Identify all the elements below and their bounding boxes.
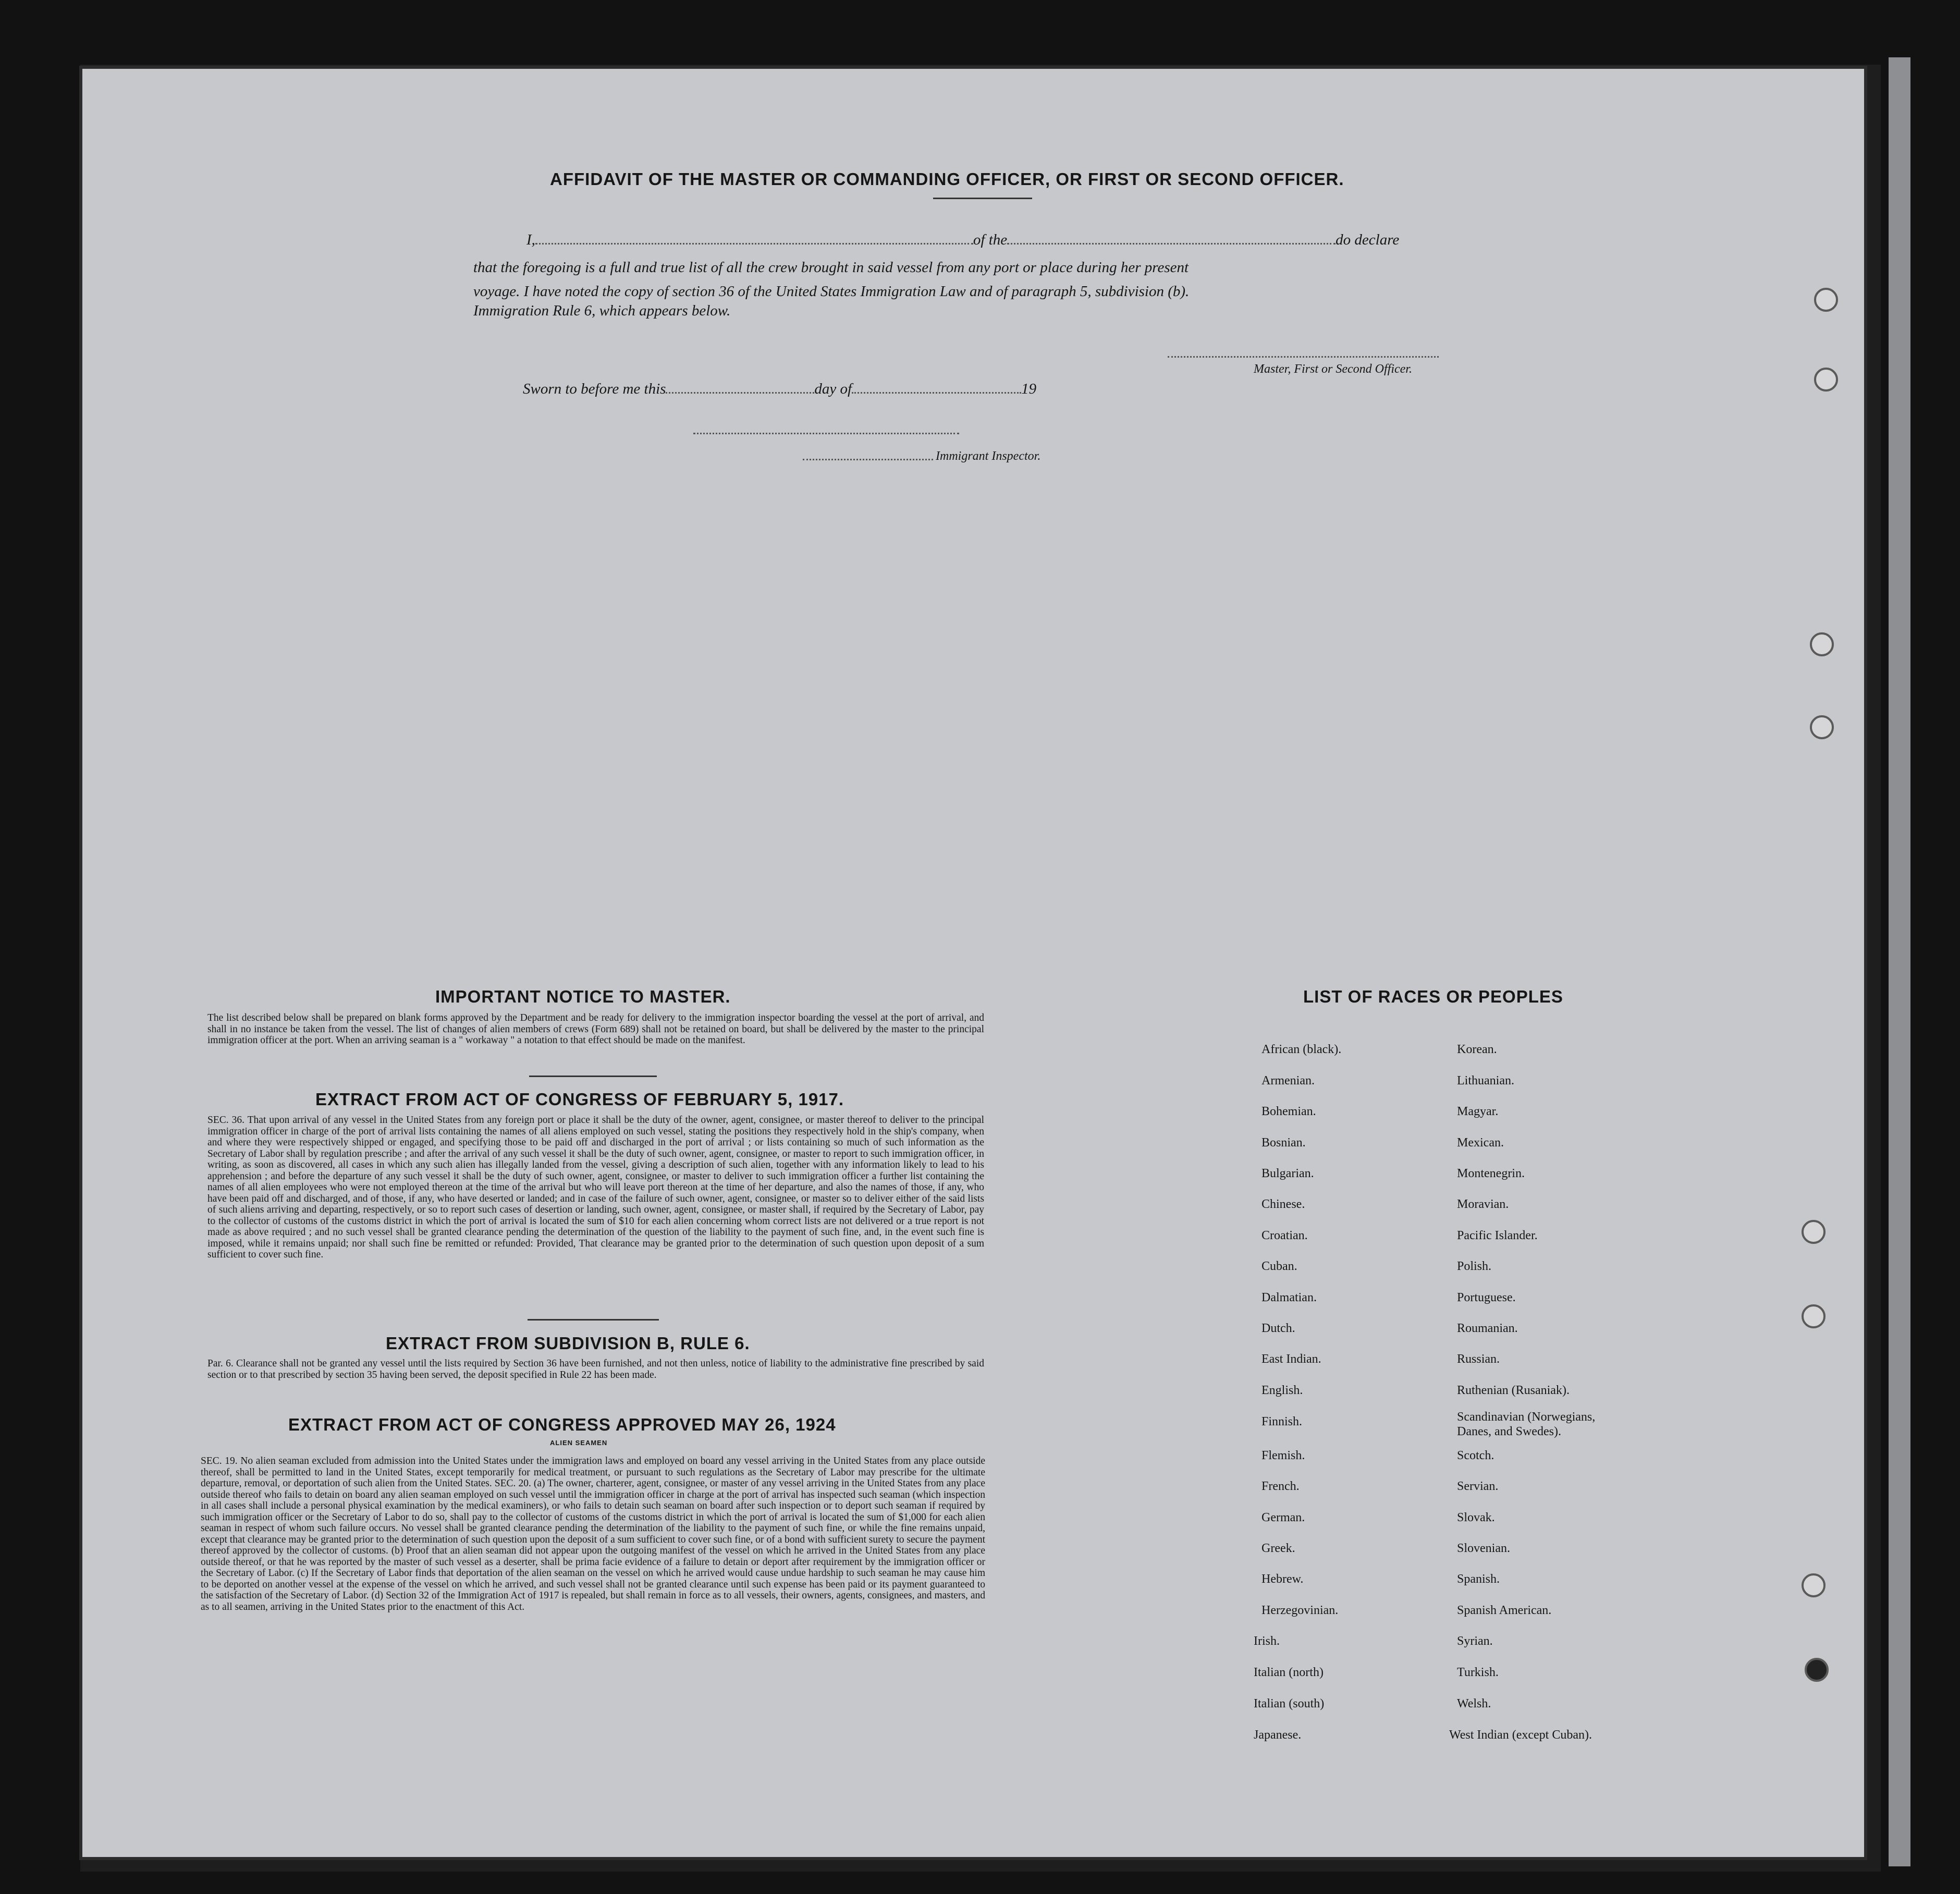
race-item: Bohemian. <box>1261 1105 1316 1118</box>
race-item: English. <box>1261 1384 1303 1397</box>
race-item: Irish. <box>1254 1634 1280 1648</box>
race-item: Slovenian. <box>1457 1542 1510 1555</box>
race-item: Portuguese. <box>1457 1291 1516 1304</box>
subdivision-title: EXTRACT FROM SUBDIVISION B, RULE 6. <box>386 1334 750 1353</box>
binder-hole <box>1805 1658 1829 1682</box>
race-item: Bulgarian. <box>1261 1167 1314 1180</box>
affidavit-i: I, <box>526 231 535 248</box>
race-item: Flemish. <box>1261 1449 1305 1462</box>
race-item: Scandinavian (Norwegians, Danes, and Swedes). <box>1457 1410 1596 1438</box>
extract-1917-text: SEC. 36. That upon arrival of any vessel in the United States from any foreign port or place it shall be the duty of the owner, agent, consignee, or master thereof to deliver to the principal immigration officer in charge of the port of arrival lists containing the names of all aliens employed on such vessel, stating the positions they respectively hold in the ship's company, when and where they were respectively shipped or engaged, and specifying those to be paid off and discharged in the port of arrival ; or lists containing so much of such information as the Secretary of Labor shall by regulation prescribe ; and after the arrival of any such vessel it shall be the duty of such owner, agent, consignee, or master to report to such immigration officer, in writing, as soon as discovered, all cases in which any such alien has illegally landed from the vessel, giving a description of such alien, together with any information likely to lead to his apprehension ; and before the departure of any such vessel it shall be the duty of such owner, agent, consignee, or master to deliver to such immigration officer a further list containing the names of all alien employees who were not employed thereon at the time of the arrival but who will leave port thereon at the time of her departure, and also the names of those, if any, who have been paid off and discharged, and of those, if any, who have deserted or landed; and in case of the failure of such owner, agent, consignee, or master so to deliver either of the said lists of such aliens arriving and departing, respectively, or so to report such cases of desertion or landing, such owner, agent, consignee, or master shall, if required by the Secretary of Labor, pay to the collector of customs of the customs district in which the port of arrival is located the sum of $10 for each alien concerning whom correct lists are not delivered or a true report is not made as above required ; and no such vessel shall be granted clearance pending the determination of the question of the liability to the payment of such fine, and, in the event such fine is imposed, while it remains unpaid; nor shall such fine be remitted or refunded: Provided, That clearance may be granted prior to the determination of such question upon deposit of a sum sufficient to cover such fine. <box>207 1115 984 1260</box>
race-item: Italian (north) <box>1254 1666 1324 1679</box>
sworn-year: 19 <box>1021 381 1037 397</box>
race-item: Magyar. <box>1457 1105 1499 1118</box>
binder-hole <box>1802 1573 1826 1597</box>
binder-hole <box>1802 1304 1826 1328</box>
notice-title: IMPORTANT NOTICE TO MASTER. <box>435 987 731 1006</box>
race-item: Italian (south) <box>1254 1697 1325 1710</box>
race-item: Ruthenian (Rusaniak). <box>1457 1384 1570 1397</box>
extract-1924-subtitle: ALIEN SEAMEN <box>550 1439 608 1447</box>
extract-1924-title: EXTRACT FROM ACT OF CONGRESS APPROVED MAY 26, 1924 <box>288 1415 836 1434</box>
affidavit-line-4: Immigration Rule 6, which appears below. <box>473 302 731 319</box>
sworn-day-label: day of <box>814 381 852 397</box>
sworn-line <box>523 381 1036 398</box>
race-item: African (black). <box>1261 1043 1342 1056</box>
race-item: Lithuanian. <box>1457 1074 1514 1087</box>
binder-hole <box>1810 632 1834 656</box>
race-item: Syrian. <box>1457 1634 1493 1648</box>
name-blank <box>535 243 973 245</box>
race-item: Montenegrin. <box>1457 1167 1525 1180</box>
binder-hole <box>1814 368 1838 392</box>
race-item: Dalmatian. <box>1261 1291 1317 1304</box>
extract-1924-text: SEC. 19. No alien seaman excluded from admission into the United States under the immigration laws and employed on board any vessel arriving in the United States from any place outside thereof, shall be permitted to land in the United States, except temporarily for medical treatment, or pursuant to such regulations as the Secretary of Labor may prescribe for the ultimate departure, removal, or deportation of such alien from the United States. SEC. 20. (a) The owner, charterer, agent, consignee, or master of any vessel arriving in the United States from any place outside thereof who fails to detain on board any alien seaman employed on such vessel until the immigration officer in charge at the port of arrival has inspected such seaman (which inspection in all cases shall include a personal physical examination by the medical examiners), or who fails to detain such seaman on board after such inspection or to deport such seaman if required by such immigration officer or the Secretary of Labor to do so, shall pay to the collector of customs of the customs district in which the port of arrival is located the sum of $1,000 for each alien seaman in respect of whom such failure occurs. No vessel shall be granted clearance pending the determination of the liability to the payment of such fine, or while the fine remains unpaid, except that clearance may be granted prior to the determination of such question upon the deposit of a sum sufficient to cover such fine, or of a bond with sufficient surety to secure the payment thereof approved by the collector of customs. (b) Proof that an alien seaman did not appear upon the outgoing manifest of the vessel on which he arrived in the United States from any place outside thereof, or that he was reported by the master of such vessel as a deserter, shall be prima facie evidence of a failure to detain or deport after requirement by the immigration officer or the Secretary of Labor. (c) If the Secretary of Labor finds that deportation of the alien seaman on the vessel on which he arrived would cause undue hardship to such seaman he may cause him to be deported on another vessel at the expense of the vessel on which he arrived, and such vessel shall not be granted clearance until such expense has been paid or its payment guaranteed to the satisfaction of the Secretary of Labor. (d) Section 32 of the Immigration Act of 1917 is repealed, but shall remain in force as to all vessels, their owners, agents, consignees, and masters, and as to all seamen, arriving in the United States prior to the enactment of this Act. <box>201 1456 985 1612</box>
extract-1917-title: EXTRACT FROM ACT OF CONGRESS OF FEBRUARY 5, 1917. <box>315 1090 844 1109</box>
race-item: Pacific Islander. <box>1457 1229 1538 1242</box>
race-item: Scotch. <box>1457 1449 1494 1462</box>
race-item: Roumanian. <box>1457 1322 1518 1335</box>
affidavit-line-3: voyage. I have noted the copy of section 36 of the United States Immigration Law and of paragraph 5, subdivision (b). <box>473 283 1190 300</box>
race-item: Dutch. <box>1261 1322 1295 1335</box>
race-item: German. <box>1261 1511 1305 1524</box>
race-item: Spanish American. <box>1457 1604 1552 1617</box>
notice-text: The list described below shall be prepared on blank forms approved by the Department and be ready for delivery to the immigration inspector boarding the vessel at the port of arrival, and shall in no instance be taken from the vessel. The list of changes of alien members of crews (Form 689) shall not be retained on board, but shall be delivered by the master to the principal immigration officer at the port. When an arriving seaman is a " workaway " a notation to that effect should be made on the manifest. <box>207 1012 984 1046</box>
race-item: Herzegovinian. <box>1261 1604 1339 1617</box>
race-item: Moravian. <box>1457 1198 1509 1211</box>
affidavit-declare: do declare <box>1336 231 1400 248</box>
affidavit-line-2: that the foregoing is a full and true list of all the crew brought in said vessel from any port or place during her present <box>473 259 1189 276</box>
divider <box>528 1319 659 1321</box>
races-title: LIST OF RACES OR PEOPLES <box>1303 987 1563 1006</box>
sworn-prefix: Sworn to before me this <box>523 381 666 397</box>
race-item: Croatian. <box>1261 1229 1308 1242</box>
race-item: Russian. <box>1457 1352 1500 1366</box>
master-signature-label: Master, First or Second Officer. <box>1254 362 1412 376</box>
race-item: Finnish. <box>1261 1415 1303 1428</box>
race-item: Bosnian. <box>1261 1136 1306 1150</box>
affidavit-title: AFFIDAVIT OF THE MASTER OR COMMANDING OFFICER, OR FIRST OR SECOND OFFICER. <box>550 169 1344 189</box>
day-blank <box>666 392 814 394</box>
affidavit-of-the: of the <box>973 231 1008 248</box>
binder-hole <box>1810 715 1834 739</box>
divider <box>933 198 1032 199</box>
race-item: Hebrew. <box>1261 1572 1304 1586</box>
race-item: Greek. <box>1261 1542 1295 1555</box>
race-item: Spanish. <box>1457 1572 1500 1586</box>
race-item: Mexican. <box>1457 1136 1504 1150</box>
inspector-label: Immigrant Inspector. <box>936 449 1041 463</box>
binder-hole <box>1814 288 1838 312</box>
race-item: West Indian (except Cuban). <box>1449 1728 1592 1742</box>
race-item: Japanese. <box>1254 1728 1302 1742</box>
page-edge-strip <box>1889 57 1910 1866</box>
race-item: Cuban. <box>1261 1260 1297 1273</box>
binder-hole <box>1802 1220 1826 1244</box>
race-item: Chinese. <box>1261 1198 1305 1211</box>
race-item: Servian. <box>1457 1480 1499 1493</box>
race-item: French. <box>1261 1480 1300 1493</box>
subdivision-text: Par. 6. Clearance shall not be granted any vessel until the lists required by Section 36 have been furnished, and not then unless, notice of liability to the administrative fine prescribed by said section or to that prescribed by section 35 having been served, the deposit specified in Rule 22 has been made. <box>207 1358 984 1380</box>
race-item: Welsh. <box>1457 1697 1491 1710</box>
master-signature-line <box>1168 356 1439 358</box>
month-blank <box>852 392 1021 394</box>
race-item: East Indian. <box>1261 1352 1321 1366</box>
race-item: Korean. <box>1457 1043 1497 1056</box>
race-item: Slovak. <box>1457 1511 1495 1524</box>
race-item: Polish. <box>1457 1260 1492 1273</box>
race-item: Armenian. <box>1261 1074 1315 1087</box>
affidavit-line-1 <box>526 231 1399 249</box>
inspector-signature-line <box>693 433 959 434</box>
divider <box>529 1076 657 1077</box>
race-item: Turkish. <box>1457 1666 1499 1679</box>
vessel-blank <box>1007 243 1336 245</box>
inspector-dotted-lead <box>803 459 933 460</box>
